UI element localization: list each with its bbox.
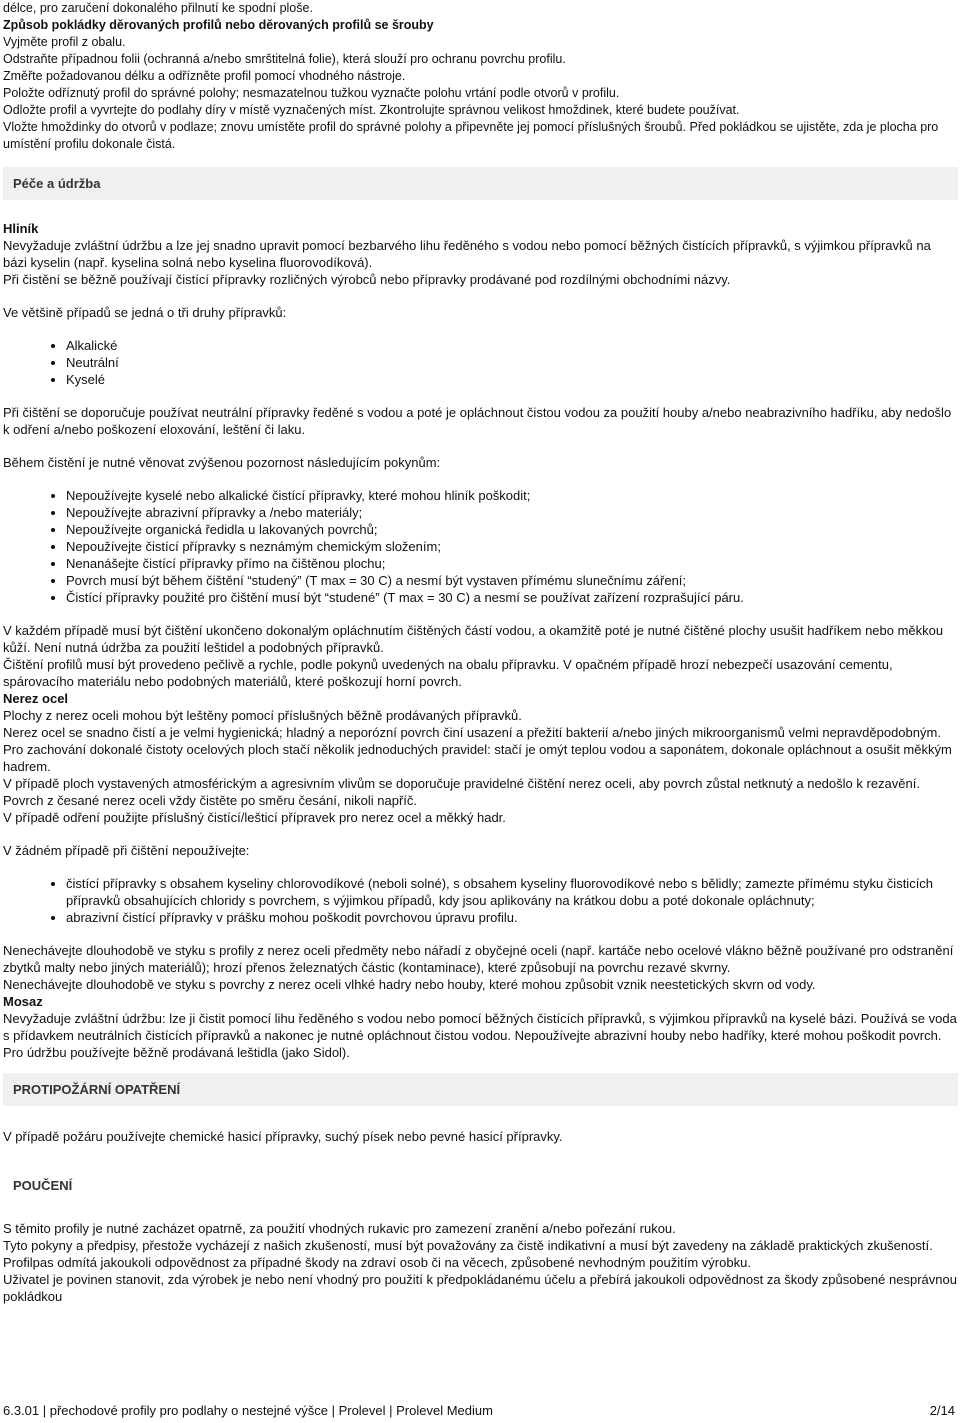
- paragraph: Plochy z nerez oceli mohou být leštěny pomocí příslušných běžně prodávaných přípravků.: [3, 708, 522, 723]
- installation-steps: [3, 0, 957, 153]
- paragraph: Ve většině případů se jedná o tři druhy přípravků:: [3, 305, 287, 320]
- footer-breadcrumb: 6.3.01 | přechodové profily pro podlahy o nestejné výšce | Prolevel | Prolevel Medium: [3, 1403, 493, 1418]
- list-item: • Nenanášejte čistící přípravky přímo na čištěnou plochu;: [66, 555, 957, 572]
- paragraph: Uživatel je povinen stanovit, zda výrobek je nebo není vhodný pro použití k předpokládanému účelu a přebírá jakoukoli odpovědnost za škody způsobené nesprávnou pokládkou: [3, 1272, 957, 1304]
- cleaning-rules-list: [3, 487, 957, 606]
- text-line: Odložte profil a vyvrtejte do podlahy díry v místě vyznačených míst. Zkontrolujte správnou velikost hmoždinek, které budete používat.: [3, 103, 740, 117]
- page-footer: [3, 1402, 957, 1419]
- list-item: • Povrch musí být během čištění “studený” (T max = 30 C) a nesmí být vystaven přímému slunečnímu záření;: [66, 572, 957, 589]
- paragraph: Povrch z česané nerez oceli vždy čistěte po směru česání, nikoli napříč.: [3, 793, 418, 808]
- paragraph: Nenechávejte dlouhodobě ve styku s profily z nerez oceli předměty nebo nářadí z obyčejné oceli (např. kartáče nebo ocelové vlákno běžně používané pro odstranění zbytků malty nebo jiných materiálů); hrozí přenos železnatých částic (kontaminace), které způsobují na povrchu rezavé skvrny.: [3, 943, 954, 975]
- paragraph: V každém případě musí být čištění ukončeno dokonalým opláchnutím čištěných částí vodou, a okamžitě poté je nutné čištěné plochy usušit hadříkem nebo měkkou kůží. Není nutná údržba za použití leštidel a podobných přípravků.: [3, 623, 944, 655]
- subheading-brass: Mosaz: [3, 994, 43, 1009]
- list-item: • Alkalické: [66, 337, 957, 354]
- forbidden-cleaners-list: [3, 875, 957, 926]
- text-line: Vyjměte profil z obalu.: [3, 35, 126, 49]
- paragraph: Nenechávejte dlouhodobě ve styku s povrchy z nerez oceli vlhké hadry nebo houby, které mohou způsobit vznik neestetických skvrn od vody.: [3, 977, 816, 992]
- section-heading-notice: POUČENÍ: [3, 1169, 958, 1202]
- paragraph: Nevyžaduje zvláštní údržbu a lze jej snadno upravit pomocí bezbarvého lihu ředěného s vodou nebo pomocí běžných čistících přípravků, s výjimkou přípravků na bázi kyselin (např. kyselina solná nebo kyselina fluorovodíková).: [3, 238, 931, 270]
- paragraph: V případě odření použijte příslušný čistící/lešticí přípravek pro nerez ocel a měkký hadr.: [3, 810, 506, 825]
- paragraph: Při čištění se doporučuje používat neutrální přípravky ředěné s vodou a poté je opláchnout čistou vodou za použití houby a/nebo neabrazivního hadříku, aby nedošlo k odření a/nebo poškození eloxování, leštění či laku.: [3, 405, 952, 437]
- list-item: • čistící přípravky s obsahem kyseliny chlorovodíkové (neboli solné), s obsahem kyseliny fluorovodíkové nebo s bělidly; zamezte přímému styku čisticích přípravků obsahujících chloridy s povrchem, s výjimkou případů, kdy jsou aplikovány na krátkou dobu a poté dokonale opláchnuty;: [66, 875, 957, 909]
- page-number: 2/14: [929, 1403, 955, 1418]
- paragraph: Během čistění je nutné věnovat zvýšenou pozornost následujícím pokynům:: [3, 455, 441, 470]
- cleaner-types-list: [3, 337, 957, 388]
- section-heading-fire: PROTIPOŽÁRNÍ OPATŘENÍ: [3, 1073, 958, 1106]
- list-item: • Neutrální: [66, 354, 957, 371]
- section-heading-care: Péče a údržba: [3, 167, 958, 200]
- text-line: Vložte hmoždinky do otvorů v podlaze; znovu umístěte profil do správné polohy a připevněte jej pomocí příslušných šroubů. Před pokládkou se ujistěte, zda je plocha pro umístění profilu dokonale čistá.: [3, 120, 939, 151]
- paragraph: Při čistění se běžně používají čistící přípravky rozličných výrobců nebo přípravky prodávané pod rozdílnými obchodními názvy.: [3, 272, 731, 287]
- paragraph: V případě ploch vystavených atmosférickým a agresivním vlivům se doporučuje pravidelné čištění nerez oceli, aby povrch zůstal netknutý a nedošlo k rezavění.: [3, 776, 920, 791]
- text-line: délce, pro zaručení dokonalého přilnutí ke spodní ploše.: [3, 1, 313, 15]
- document-page: [3, 0, 957, 1305]
- section-subtitle: Způsob pokládky děrovaných profilů nebo děrovaných profilů se šrouby: [3, 18, 434, 32]
- subheading-stainless-steel: Nerez ocel: [3, 691, 69, 706]
- list-item: • Čistící přípravky použité pro čištění musí být “studené” (T max = 30 C) a nesmí se používat zařízení rozprašující páru.: [66, 589, 957, 606]
- paragraph: Nevyžaduje zvláštní údržbu: lze ji čistit pomocí lihu ředěného s vodou nebo pomocí běžných čistících přípravků, s výjimkou přípravků na kyselé bázi. Používá se voda s přídavkem neutrálních čistících přípravků a nakonec je nutné opláchnout čistou vodou. Nepoužívejte abrazivní houby nebo hadříky, které mohou poškodit povrch. Pro údržbu používejte běžně prodávaná leštidla (jako Sidol).: [3, 1011, 957, 1060]
- list-item: • Nepoužívejte organická ředidla u lakovaných povrchů;: [66, 521, 957, 538]
- paragraph: S těmito profily je nutné zacházet opatrně, za použití vhodných rukavic pro zamezení zranění a/nebo pořezání rukou.: [3, 1221, 676, 1236]
- text-line: Odstraňte případnou folii (ochranná a/nebo smrštitelná folie), která slouží pro ochranu povrchu profilu.: [3, 52, 566, 66]
- list-item: • Kyselé: [66, 371, 957, 388]
- paragraph: Pro zachování dokonalé čistoty ocelových ploch stačí několik jednoduchých pravidel: stačí je omýt teplou vodou a saponátem, dokonale opláchnout a osušit měkkým hadrem.: [3, 742, 952, 774]
- paragraph: Čištění profilů musí být provedeno pečlivě a rychle, podle pokynů uvedených na obalu přípravku. V opačném případě hrozí nebezpečí usazování cementu, spárovacího materiálu nebo podobných materiálů, které poškozují horní povrch.: [3, 657, 893, 689]
- subheading-aluminium: Hliník: [3, 221, 39, 236]
- text-line: Změřte požadovanou délku a odřízněte profil pomocí vhodného nástroje.: [3, 69, 406, 83]
- paragraph: Profilpas odmítá jakoukoli odpovědnost za případné škody na zdraví osob či na věcech, způsobené nevhodným použitím výrobku.: [3, 1255, 751, 1270]
- paragraph: V případě požáru používejte chemické hasicí přípravky, suchý písek nebo pevné hasicí přípravky.: [3, 1129, 563, 1144]
- paragraph: V žádném případě při čištění nepoužívejte:: [3, 843, 250, 858]
- list-item: • Nepoužívejte čistící přípravky s neznámým chemickým složením;: [66, 538, 957, 555]
- paragraph: Nerez ocel se snadno čistí a je velmi hygienická; hladný a neporózní povrch činí usazení a přežití bakterií a/nebo jiných mikroorganismů velmi nepravděpodobným.: [3, 725, 941, 740]
- list-item: • abrazivní čistící přípravky v prášku mohou poškodit povrchovou úpravu profilu.: [66, 909, 957, 926]
- list-item: • Nepoužívejte abrazivní přípravky a /nebo materiály;: [66, 504, 957, 521]
- paragraph: Tyto pokyny a předpisy, přestože vycházejí z našich zkušeností, musí být považovány za čistě indikativní a musí být zavedeny na základě praktických zkušeností.: [3, 1238, 933, 1253]
- list-item: • Nepoužívejte kyselé nebo alkalické čistící přípravky, které mohou hliník poškodit;: [66, 487, 957, 504]
- text-line: Položte odříznutý profil do správné polohy; nesmazatelnou tužkou vyznačte polohu vrtání podle otvorů v profilu.: [3, 86, 620, 100]
